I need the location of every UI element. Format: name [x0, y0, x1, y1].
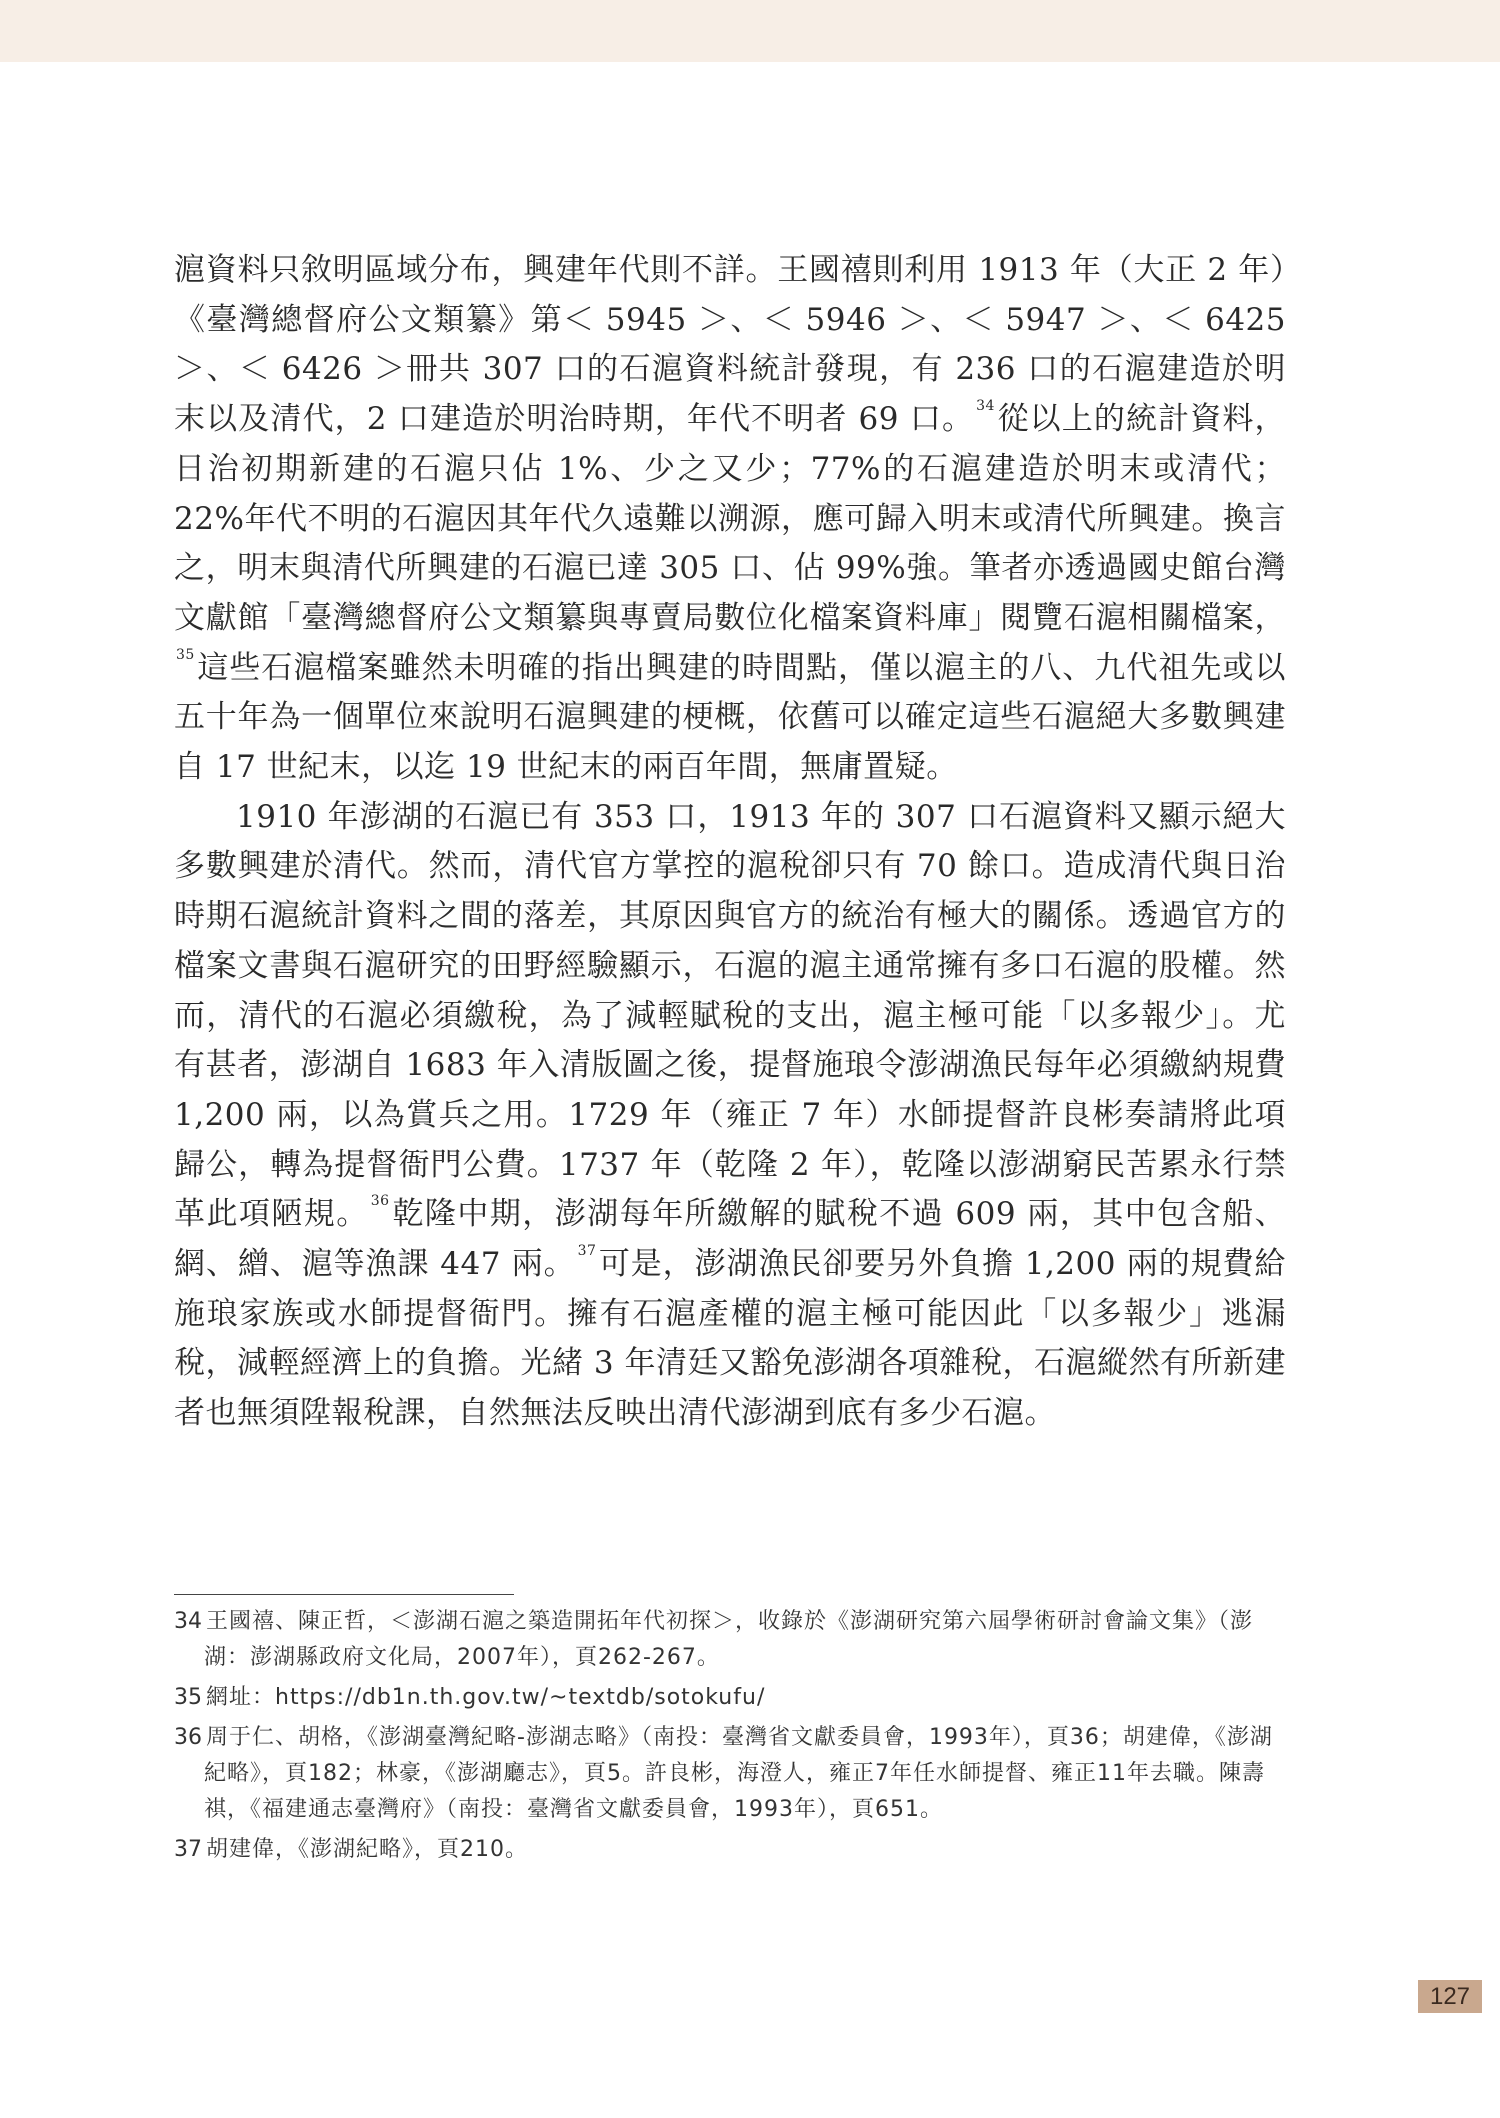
- footnote-text: 胡建偉，《澎湖紀略》，頁210。: [206, 1837, 528, 1862]
- footnote-ref-35: 35: [176, 646, 195, 663]
- paragraph-1: [174, 246, 1286, 793]
- footnotes: [174, 1604, 1286, 1872]
- footnote-ref-36: 36: [370, 1193, 390, 1210]
- footnote-divider: [174, 1594, 514, 1595]
- footnote-34: [174, 1604, 1286, 1676]
- footnote-number: 35: [174, 1685, 202, 1710]
- footnote-number: 36: [174, 1725, 202, 1750]
- footnote-number: 34: [174, 1609, 202, 1634]
- paragraph-1-text-c: 這些石滬檔案雖然未明確的指出興建的時間點，僅以滬主的八、九代祖先或以五十年為一個單位來說明石滬興建的梗概，依舊可以確定這些石滬絕大多數興建自 17 世紀末，以迄 19 世紀末的兩百年間，無庸置疑。: [174, 649, 1286, 786]
- footnote-text: 周于仁、胡格，《澎湖臺灣紀略-澎湖志略》（南投：臺灣省文獻委員會，1993年），頁36；胡建偉，《澎湖紀略》，頁182；林豪，《澎湖廳志》，頁5。許良彬，海澄人，雍正7年任水師提督、雍正11年去職。陳壽祺，《福建通志臺灣府》（南投：臺灣省文獻委員會，1993年），頁651。: [204, 1725, 1273, 1822]
- footnote-ref-34: 34: [976, 398, 995, 415]
- paragraph-2: [174, 793, 1286, 1439]
- paragraph-2-text-a: 1910 年澎湖的石滬已有 353 口，1913 年的 307 口石滬資料又顯示絕大多數興建於清代。然而，清代官方掌控的滬稅卻只有 70 餘口。造成清代與日治時期石滬統計資料之間的落差，其原因與官方的統治有極大的關係。透過官方的檔案文書與石滬研究的田野經驗顯示，石滬的滬主通常擁有多口石滬的股權。然而，清代的石滬必須繳稅，為了減輕賦稅的支出，滬主極可能「以多報少」。尤有甚者，澎湖自 1683 年入清版圖之後，提督施琅令澎湖漁民每年必須繳納規費 1,200 兩，以為賞兵之用。1729 年（雍正 7 年）水師提督許良彬奏請將此項歸公，轉為提督衙門公費。1737 年（乾隆 2 年），乾隆以澎湖窮民苦累永行禁革此項陋規。: [174, 798, 1286, 1233]
- paragraph-2-text-c: 可是，澎湖漁民卻要另外負擔 1,200 兩的規費給施琅家族或水師提督衙門。擁有石滬產權的滬主極可能因此「以多報少」逃漏稅，減輕經濟上的負擔。光緒 3 年清廷又豁免澎湖各項雜稅，石滬縱然有所新建者也無須陞報稅課，自然無法反映出清代澎湖到底有多少石滬。: [174, 1246, 1286, 1432]
- footnote-text: 網址：https://db1n.th.gov.tw/~textdb/sotokufu/: [206, 1685, 766, 1710]
- paragraph-1-text-a: 滬資料只敘明區域分布，興建年代則不詳。王國禧則利用 1913 年（大正 2 年）《臺灣總督府公文類纂》第＜ 5945 ＞、＜ 5946 ＞、＜ 5947 ＞、＜ 6425 ＞、＜ 6426 ＞冊共 307 口的石滬資料統計發現，有 236 口的石滬建造於明末以及清代，2 口建造於明治時期，年代不明者 69 口。: [174, 252, 1286, 438]
- footnote-35: [174, 1680, 1286, 1716]
- page-number: 127: [1418, 1980, 1482, 2013]
- footnote-37: [174, 1832, 1286, 1868]
- paragraph-2-text-b: 乾隆中期，澎湖每年所繳解的賦稅不過 609 兩，其中包含船、網、繒、滬等漁課 447 兩。: [174, 1196, 1287, 1283]
- page-top-band: [0, 0, 1500, 62]
- paragraph-1-text-b: 從以上的統計資料，日治初期新建的石滬只佔 1%、少之又少；77%的石滬建造於明末或清代；22%年代不明的石滬因其年代久遠難以溯源，應可歸入明末或清代所興建。換言之，明末與清代所興建的石滬已達 305 口、佔 99%強。筆者亦透過國史館台灣文獻館「臺灣總督府公文類纂與專賣局數位化檔案資料庫」閱覽石滬相關檔案，: [174, 401, 1286, 636]
- footnote-number: 37: [174, 1837, 202, 1862]
- footnote-36: [174, 1720, 1286, 1828]
- main-body-text: [174, 246, 1286, 1439]
- footnote-ref-37: 37: [577, 1243, 597, 1260]
- footnote-text: 王國禧、陳正哲，＜澎湖石滬之築造開拓年代初探＞，收錄於《澎湖研究第六屆學術研討會論文集》（澎湖：澎湖縣政府文化局，2007年），頁262-267。: [204, 1609, 1254, 1670]
